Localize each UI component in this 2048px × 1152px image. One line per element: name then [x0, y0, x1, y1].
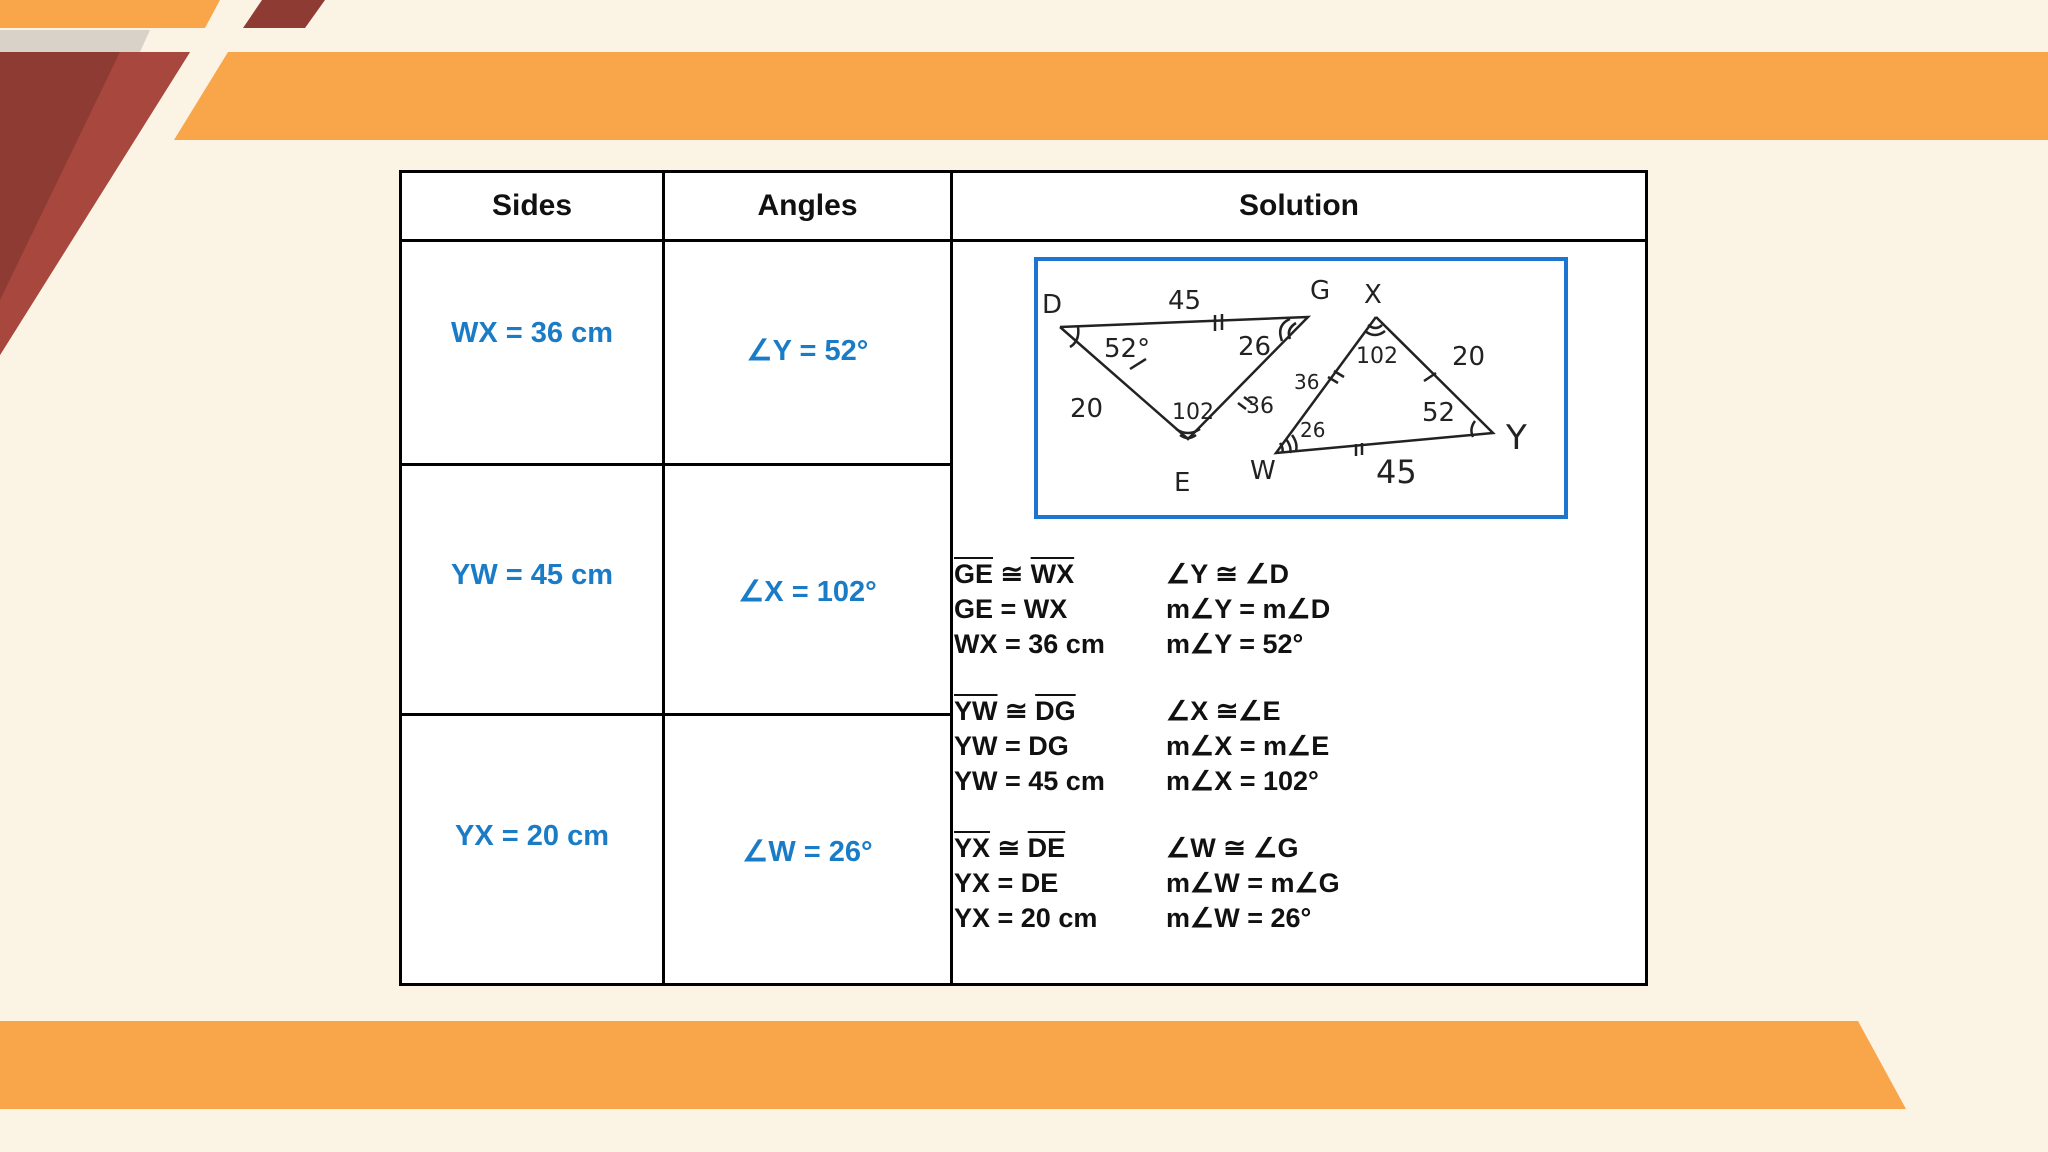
- label-d-angle: 52°: [1104, 334, 1151, 364]
- side-value: WX = 36 cm: [451, 316, 613, 349]
- angle-value: ∠Y = 52°: [746, 335, 869, 367]
- segment-congruence: $\overline{YW}$ ≅ $\overline{DG}$: [954, 696, 1076, 726]
- step-line: m∠W = 26°: [1166, 903, 1312, 933]
- label-xy: 20: [1452, 342, 1486, 372]
- angle-cell: [664, 241, 952, 465]
- step-line: ∠Y ≅ ∠D: [1166, 559, 1290, 589]
- bottom-orange-banner: [0, 1021, 1906, 1109]
- header-angles: Angles: [664, 172, 952, 241]
- label-y-angle: 52: [1422, 398, 1456, 428]
- side-value: YX = 20 cm: [455, 820, 609, 852]
- top-orange-banner: [174, 52, 2048, 140]
- side-cell: [401, 465, 664, 715]
- label-e-angle: 102: [1172, 400, 1214, 425]
- step-line: m∠Y = 52°: [1166, 629, 1304, 659]
- step-line: m∠W = m∠G: [1166, 868, 1340, 898]
- step-line: m∠X = m∠E: [1166, 731, 1330, 761]
- angle-steps: [1166, 557, 1330, 662]
- step-line: YW = DG: [954, 731, 1069, 761]
- angle-value: ∠W = 26°: [742, 836, 873, 868]
- step-line: ∠X ≅∠E: [1166, 696, 1281, 726]
- label-x-angle: 102: [1356, 344, 1398, 369]
- vertex-g-label: G: [1310, 276, 1331, 306]
- solution-steps: [953, 557, 1645, 968]
- angle-value: ∠X = 102°: [738, 576, 877, 608]
- angle-steps: [1166, 831, 1340, 936]
- angle-cell: [664, 465, 952, 715]
- solution-block: [953, 694, 1645, 831]
- label-wy: 45: [1376, 453, 1417, 491]
- segment-congruence: $\overline{GE}$ ≅ $\overline{WX}$: [954, 559, 1075, 589]
- segment-congruence: $\overline{YX}$ ≅ $\overline{DE}$: [954, 833, 1066, 863]
- label-de: 20: [1070, 394, 1104, 424]
- vertex-y-label: Y: [1506, 418, 1527, 458]
- tick-marks: [1130, 314, 1436, 456]
- side-steps: [954, 557, 1105, 662]
- table-row: [401, 241, 1647, 465]
- header-solution: Solution: [952, 172, 1647, 241]
- side-value: YW = 45 cm: [451, 559, 613, 591]
- label-wx: 36: [1294, 370, 1320, 394]
- label-g-angle: 26: [1238, 332, 1272, 362]
- top-gray-bar: [0, 30, 150, 52]
- label-dg: 45: [1168, 286, 1202, 316]
- label-ge: 36: [1246, 394, 1274, 419]
- vertex-w-label: W: [1250, 456, 1276, 486]
- header-sides: Sides: [401, 172, 664, 241]
- vertex-x-label: X: [1364, 280, 1382, 310]
- solution-block: [953, 557, 1645, 694]
- step-line: m∠X = 102°: [1166, 766, 1319, 796]
- step-line: YX = 20 cm: [954, 903, 1098, 933]
- vertex-d-label: D: [1042, 290, 1063, 320]
- label-w-angle: 26: [1300, 418, 1326, 442]
- vertex-e-label: E: [1174, 468, 1191, 498]
- angle-cell: [664, 715, 952, 985]
- triangles-sketch: [1038, 261, 1564, 515]
- step-line: YW = 45 cm: [954, 766, 1105, 796]
- angle-steps: [1166, 694, 1329, 799]
- congruence-table: [399, 170, 1648, 986]
- triangle-figure: [1034, 257, 1568, 519]
- solution-cell: [952, 241, 1647, 985]
- table-header-row: [401, 172, 1647, 241]
- step-line: ∠W ≅ ∠G: [1166, 833, 1299, 863]
- top-left-red-bar: [243, 0, 325, 28]
- step-line: WX = 36 cm: [954, 629, 1105, 659]
- step-line: YX = DE: [954, 868, 1059, 898]
- side-cell: [401, 241, 664, 465]
- side-steps: [954, 694, 1105, 799]
- side-cell: [401, 715, 664, 985]
- step-line: GE = WX: [954, 594, 1068, 624]
- top-left-orange-bar: [0, 0, 220, 28]
- side-steps: [954, 831, 1097, 936]
- solution-block: [953, 831, 1645, 968]
- step-line: m∠Y = m∠D: [1166, 594, 1331, 624]
